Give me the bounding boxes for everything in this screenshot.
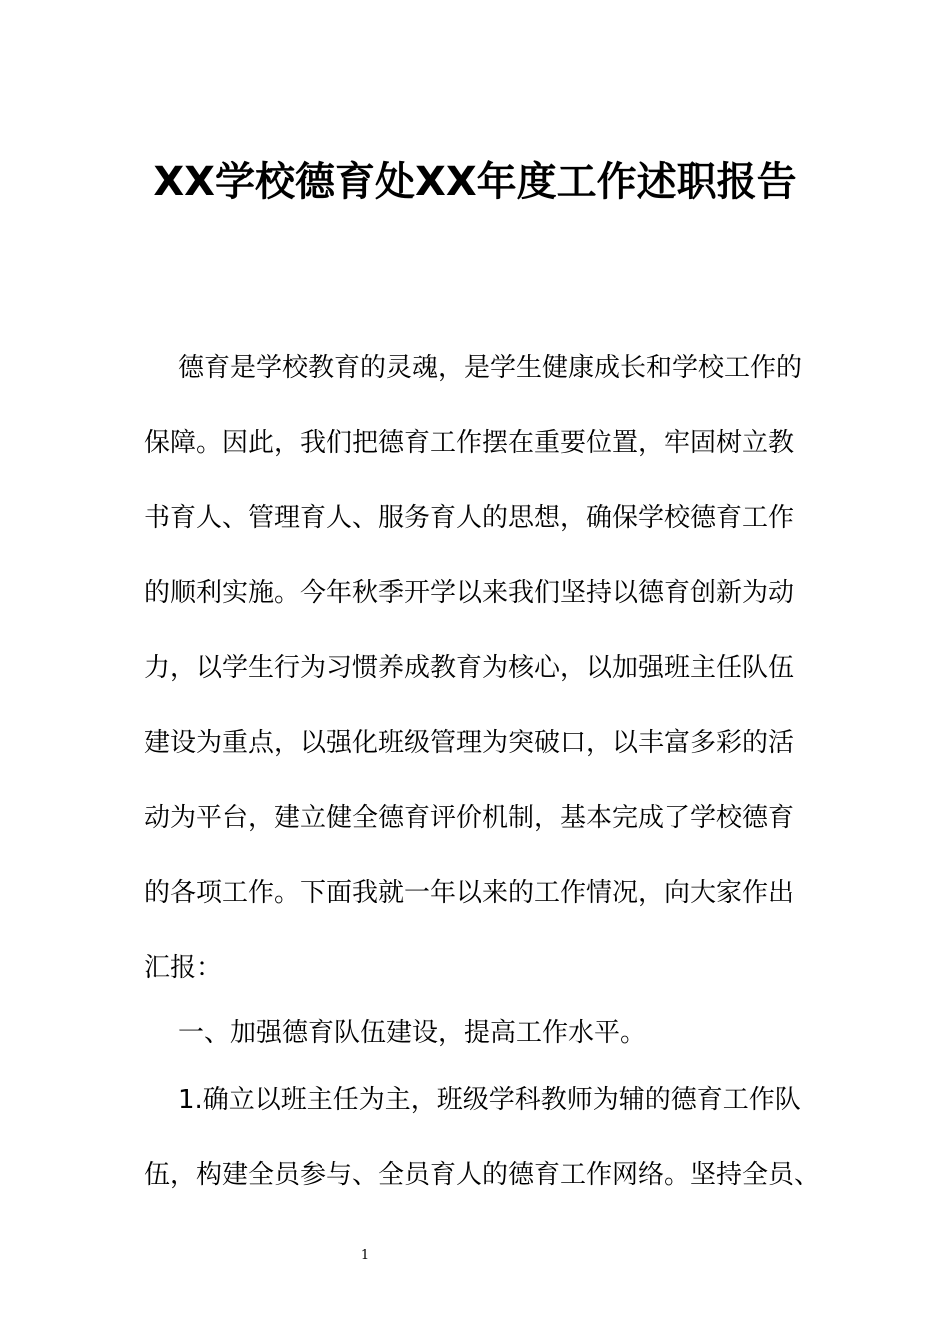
document-title: XX学校德育处XX年度工作述职报告	[153, 159, 797, 205]
paragraph-line: 建设为重点，以强化班级管理为突破口，以丰富多彩的活	[144, 728, 795, 758]
paragraph-line: 伍，构建全员参与、全员育人的德育工作网络。坚持全员、	[144, 1160, 821, 1190]
paragraph-line: 力，以学生行为习惯养成教育为核心，以加强班主任队伍	[144, 653, 795, 683]
section-heading: 一、加强德育队伍建设，提高工作水平。	[178, 1018, 647, 1048]
paragraph-line: 保障。因此，我们把德育工作摆在重要位置，牢固树立教	[144, 428, 795, 458]
paragraph-line: 汇报：	[144, 953, 223, 983]
paragraph-line: 书育人、管理育人、服务育人的思想，确保学校德育工作	[144, 503, 795, 533]
paragraph-line: 1.确立以班主任为主，班级学科教师为辅的德育工作队	[178, 1085, 801, 1115]
paragraph-line: 动为平台，建立健全德育评价机制，基本完成了学校德育	[144, 803, 795, 833]
paragraph-line: 的各项工作。下面我就一年以来的工作情况，向大家作出	[144, 878, 795, 908]
paragraph-line: 德育是学校教育的灵魂，是学生健康成长和学校工作的	[178, 353, 803, 383]
page-number: 1	[360, 1248, 370, 1263]
paragraph-line: 的顺利实施。今年秋季开学以来我们坚持以德育创新为动	[144, 578, 795, 608]
